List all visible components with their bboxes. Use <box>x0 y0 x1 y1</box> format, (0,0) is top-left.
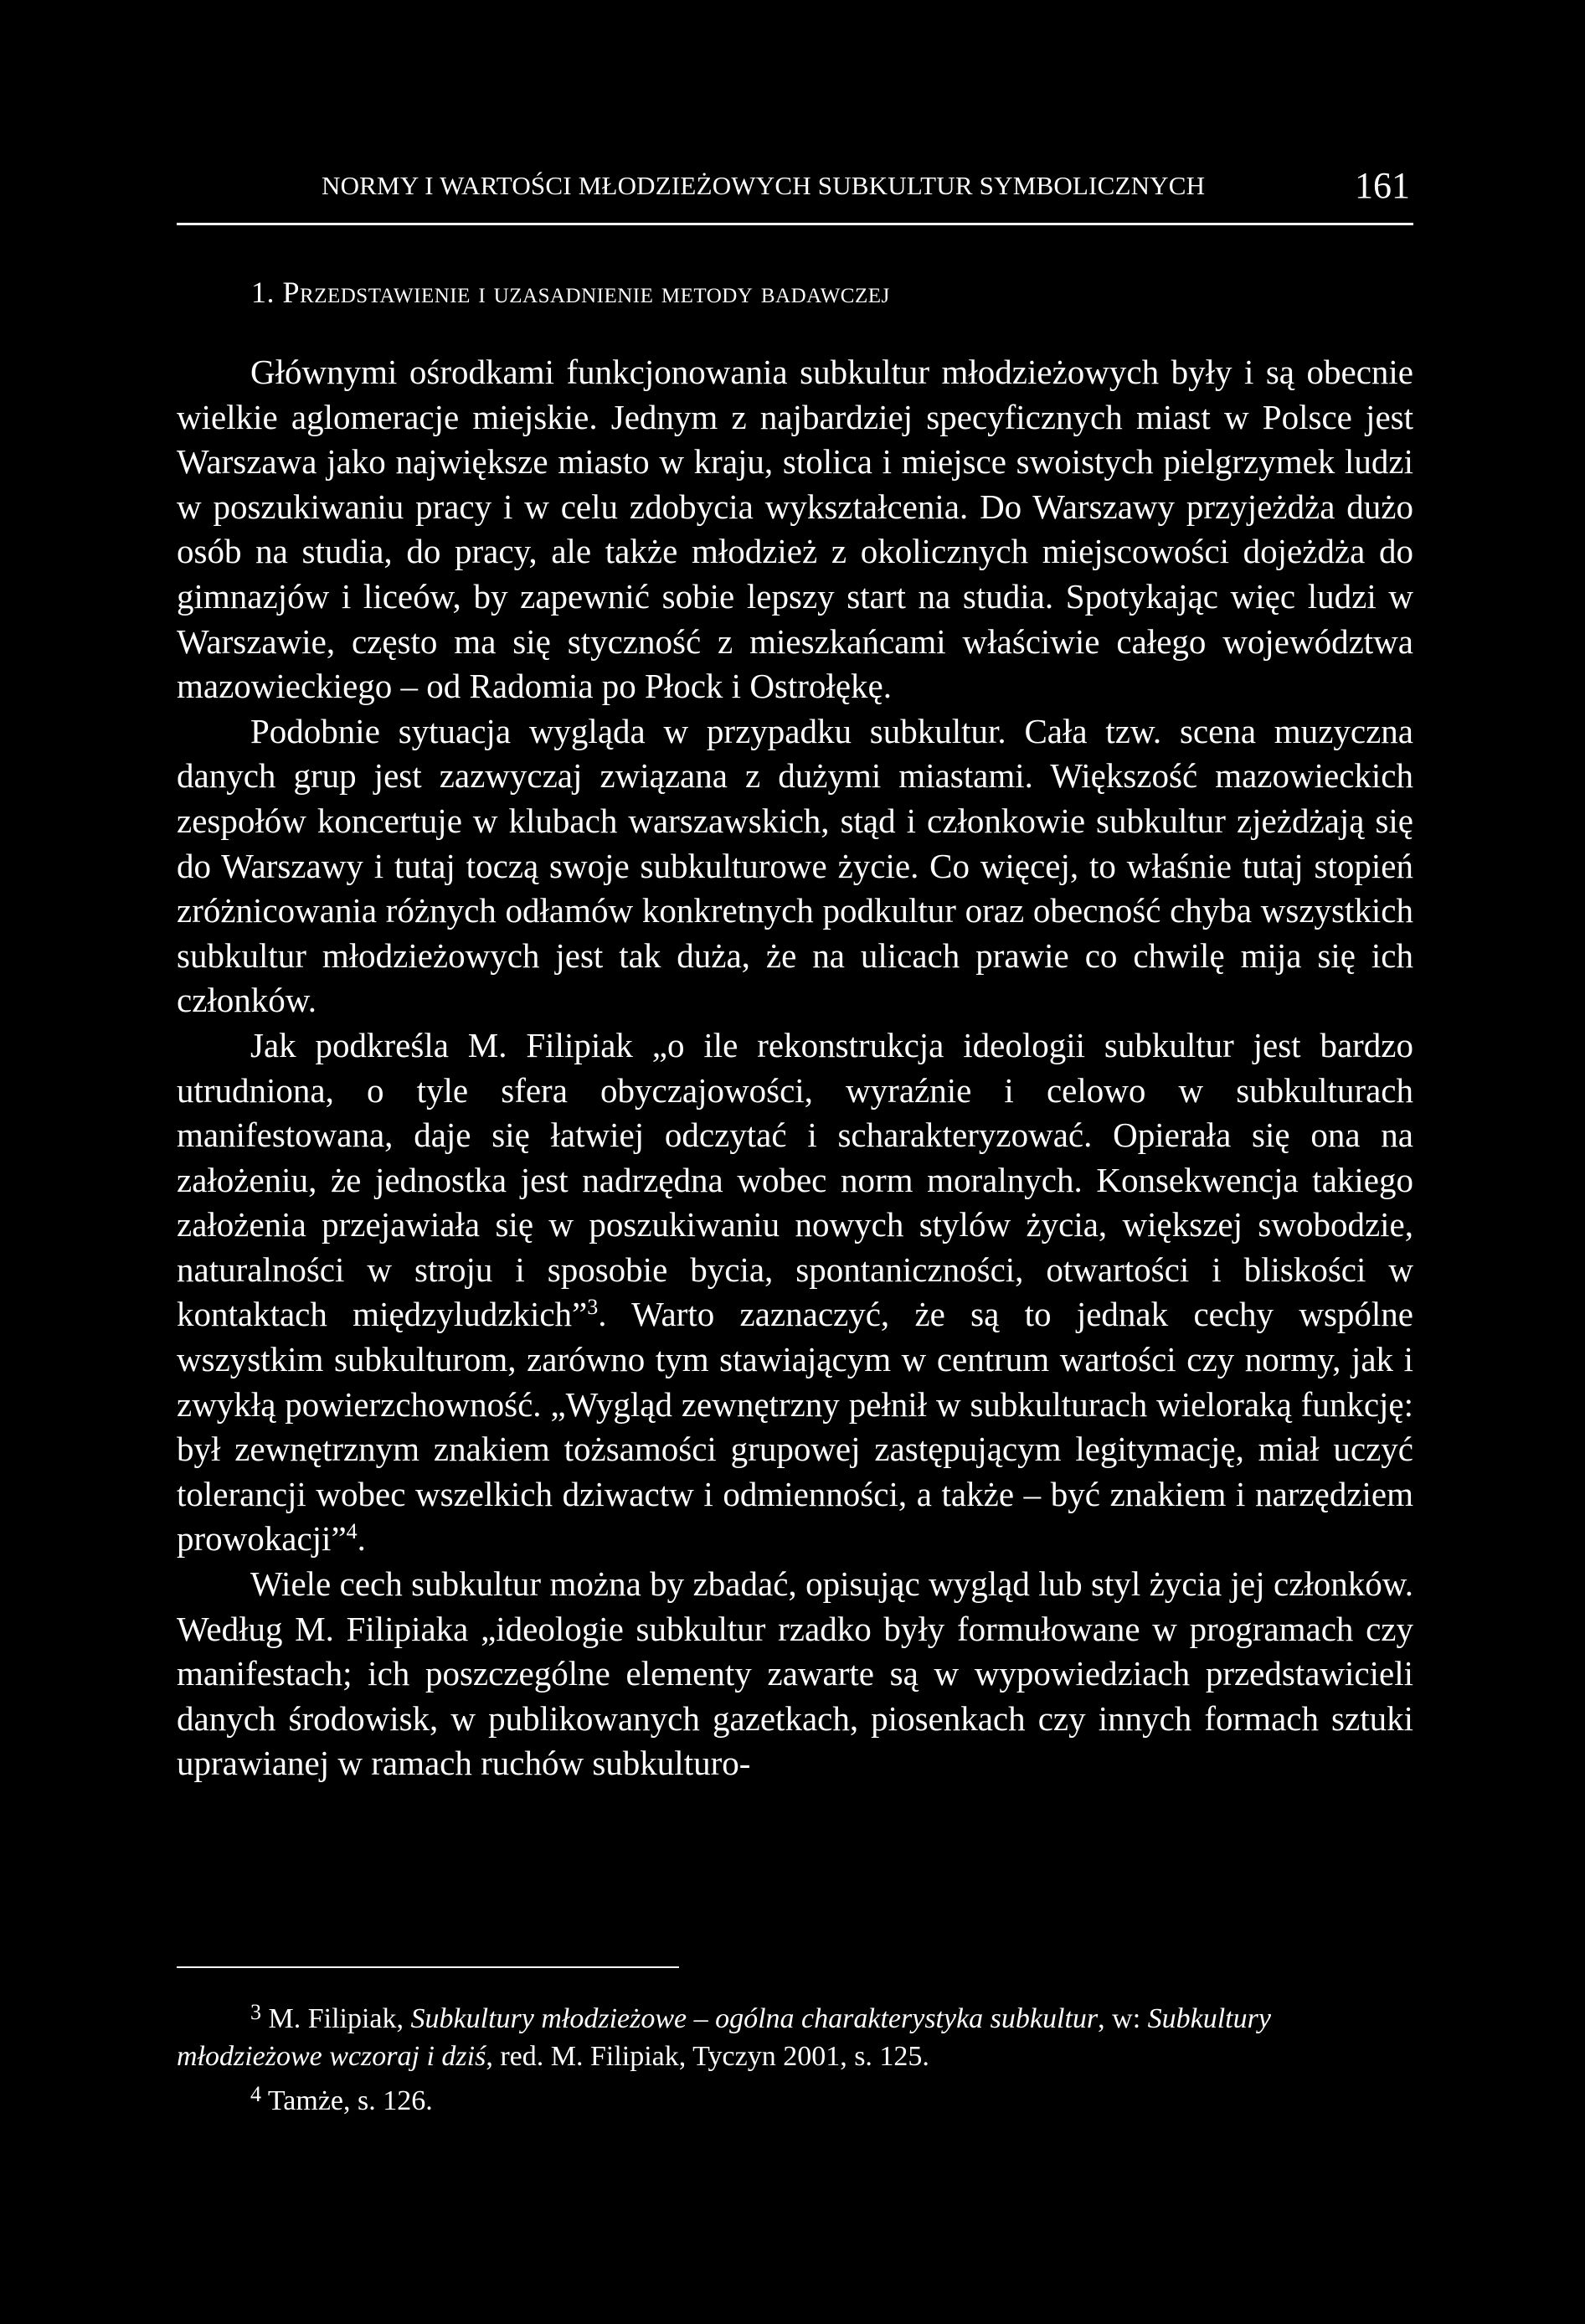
section-heading <box>251 275 890 310</box>
running-title: NORMY I WARTOŚCI MŁODZIEŻOWYCH SUBKULTUR SYMBOLICZNYCH <box>322 171 1206 200</box>
page-number: 161 <box>1355 165 1410 206</box>
footnote-rule <box>177 1966 679 1968</box>
paragraph-text: Głównymi ośrodkami funkcjonowania subkultur młodzieżowych były i są obecnie wielkie aglomeracje miejskie. Jednym z najbardziej specyficznych miast w Polsce jest Warszawa jako największe miasto w kraju, stolica i miejsce swoistych pielgrzymek ludzi w poszukiwaniu pracy i w celu zdobycia wykształcenia. Do Warszawy przyjeżdża dużo osób na studia, do pracy, ale także młodzież z okolicznych miejscowości dojeżdża do gimnazjów i liceów, by zapewnić sobie lepszy start na studia. Spotykając więc ludzi w Warszawie, często ma się styczność z mieszkańcami właściwie całego województwa mazowieckiego – od Radomia po Płock i Ostrołękę. <box>177 353 1413 706</box>
footnote-reference[interactable]: 4 <box>346 1519 358 1544</box>
footnote-author: M. Filipiak, <box>268 2003 404 2034</box>
paragraph <box>177 709 1413 1023</box>
footnote-rest: , red. M. Filipiak, Tyczyn 2001, s. 125. <box>486 2041 929 2072</box>
footnote-reference[interactable]: 3 <box>587 1295 599 1320</box>
footnote-middle: , w: <box>1098 2003 1141 2034</box>
header-rule <box>177 223 1413 225</box>
paragraph-text: Wiele cech subkultur można by zbadać, opisując wygląd lub styl życia jej członków. Według M. Filipiaka „ideologie subkultur rzadko były formułowane w programach czy manifestach; ich poszczególne elementy zawarte są w wypowiedziach przedstawicieli danych środowisk, w publikowanych gazetkach, piosenkach czy innych formach sztuki uprawianej w ramach ruchów subkulturo- <box>177 1564 1413 1783</box>
footnote <box>177 2075 1413 2120</box>
body-text <box>177 350 1413 1786</box>
footnote-title: Subkultury młodzieżowe – ogólna charakterystyka subkultur <box>410 2003 1099 2034</box>
footnote-book: Subkultury młodzieżowe wczoraj i dziś <box>177 2003 1271 2072</box>
paragraph-text: Podobnie sytuacja wygląda w przypadku subkultur. Cała tzw. scena muzyczna danych grup jest zazwyczaj związana z dużymi miastami. Większość mazowieckich zespołów koncertuje w klubach warszawskich, stąd i członkowie subkultur zjeżdżają się do Warszawy i tutaj toczą swoje subkulturowe życie. Co więcej, to właśnie tutaj stopień zróżnicowania różnych odłamów konkretnych podkultur oraz obecność chyba wszystkich subkultur młodzieżowych jest tak duża, że na ulicach prawie co chwilę mija się ich członków. <box>177 711 1413 1020</box>
section-number: 1. <box>251 276 275 309</box>
footnote-mark: 3 <box>250 2000 261 2024</box>
footnote-text: Tamże, s. 126. <box>267 2085 433 2116</box>
footnote <box>177 1993 1413 2075</box>
footnote-mark: 4 <box>250 2082 261 2106</box>
paragraph <box>177 1023 1413 1562</box>
running-head <box>322 164 1410 214</box>
section-title: Przedstawienie i uzasadnienie metody badawczej <box>282 276 890 309</box>
paragraph-text: . <box>357 1519 366 1559</box>
paragraph-text: Jak podkreśla M. Filipiak „o ile rekonstrukcja ideologii subkultur jest bardzo utrudniona, o tyle sfera obyczajowości, wyraźnie i celowo w subkulturach manifestowana, daje się łatwiej odczytać i scharakteryzować. Opierała się ona na założeniu, że jednostka jest nadrzędna wobec norm moralnych. Konsekwencja takiego założenia przejawiała się w poszukiwaniu nowych stylów życia, większej swobodzie, naturalności w stroju i sposobie bycia, spontaniczności, otwartości i bliskości w kontaktach międzyludzkich” <box>177 1025 1413 1334</box>
paragraph <box>177 1562 1413 1786</box>
paragraph <box>177 350 1413 709</box>
footnotes <box>177 1993 1413 2120</box>
paragraph-text: . Warto zaznaczyć, że są to jednak cechy wspólne wszystkim subkulturom, zarówno tym stawiającym w centrum wartości czy normy, jak i zwykłą powierzchowność. „Wygląd zewnętrzny pełnił w subkulturach wieloraką funkcję: był zewnętrznym znakiem tożsamości grupowej zastępującym legitymację, miał uczyć tolerancji wobec wszelkich dziwactw i odmienności, a także – być znakiem i narzędziem prowokacji” <box>177 1295 1413 1559</box>
